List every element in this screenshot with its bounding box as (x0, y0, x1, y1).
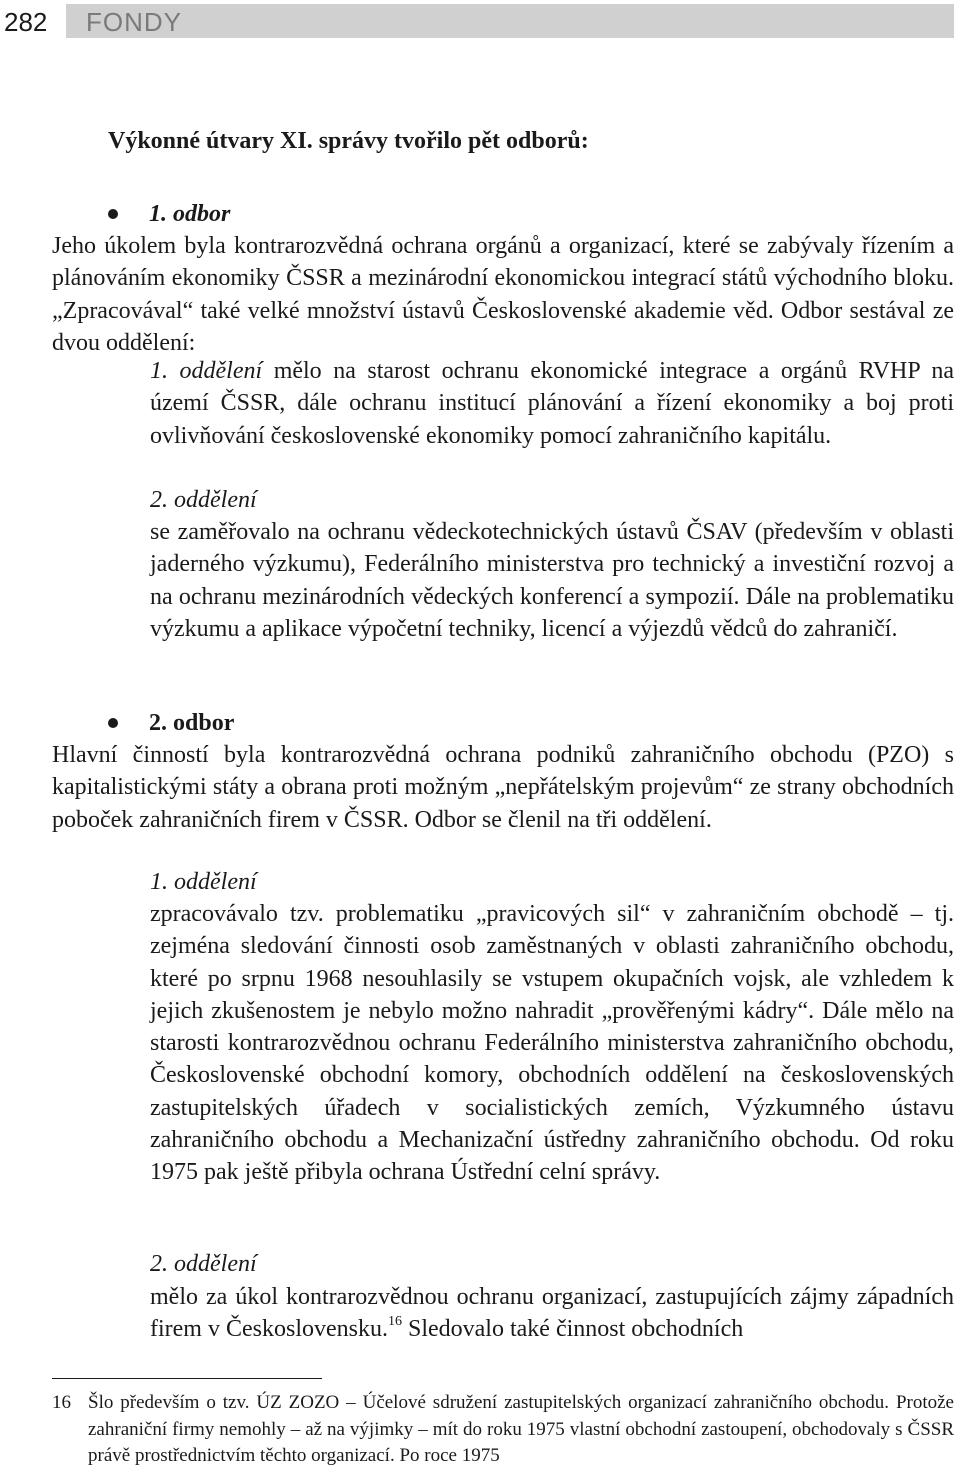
footnote-ref[interactable]: 16 (387, 1314, 402, 1330)
odbor-1-dept-1 (150, 355, 954, 452)
odbor-2-dept-2-text: mělo za úkol kontrarozvědnou ochranu organizací, zastupujících zájmy západních firem v Československu.$^{16}$ Sledovalo také činnost obchodních (150, 1284, 954, 1343)
bullet-icon (108, 718, 118, 728)
bullet-icon (108, 209, 118, 219)
footnote-text: Šlo především o tzv. ÚZ ZOZO – Účelové sdružení zastupitelských organizací zahraničního obchodu. Protože zahraniční firmy nemohly – až na výjimky – mít do roku 1975 vlastní obchodní zastoupení, obchodovaly s ČSSR právě prostřednictvím těchto organizací. Po roce 1975 (88, 1392, 954, 1466)
odbor-1-dept-2-label: 2. oddělení (150, 487, 257, 513)
section-title: FONDY (86, 7, 182, 37)
odbor-2-dept-1-text: zpracovávalo tzv. problematiku „pravicových sil“ v zahraničním obchodě – tj. zejména sledování činnosti osob zaměstnaných v oblasti zahraničního obchodu, které po srpnu 1968 nesouhlasily se vstupem okupačních vojsk, ale vzhledem k jejich zkušenostem je nebylo možno nahradit „prověřenými kádry“. Dále mělo na starosti kontrarozvědnou ochranu Federálního ministerstva zahraničního obchodu, Československé obchodní komory, obchodních oddělení na československých zastupitelských úřadech v socialistických zemích, Výzkumného ústavu zahraničního obchodu a Mechanizační ústředny zahraničního obchodu. Od roku 1975 pak ještě přibyla ochrana Ústřední celní správy. (150, 901, 954, 1186)
odbor-1-dept-2-text: se zaměřovalo na ochranu vědeckotechnických ústavů ČSAV (především v oblasti jaderného výzkumu), Federálního ministerstva pro technický a investiční rozvoj a na ochranu mezinárodních vědeckých konferencí a sympozií. Dále na problematiku výzkumu a aplikace výpočetní techniky, licencí a výjezdů vědců do zahraničí. (150, 519, 954, 642)
odbor-1-intro: Jeho úkolem byla kontrarozvědná ochrana orgánů a organizací, které se zabývaly řízením a plánováním ekonomiky ČSSR a mezinárodní ekonomickou integrací států východního bloku. „Zpracovával“ také velké množství ústavů Československé akademie věd. Odbor sestával ze dvou oddělení: (52, 233, 954, 356)
odbor-1-title: 1. odbor (149, 201, 231, 227)
header-bar (64, 4, 954, 38)
odbor-2-title: 2. odbor (149, 710, 235, 736)
odbor-2-dept-2-label: 2. oddělení (150, 1251, 257, 1277)
odbor-2-intro: Hlavní činností byla kontrarozvědná ochrana podniků zahraničního obchodu (PZO) s kapitalistickými státy a obrana proti možným „nepřátelským projevům“ ze strany obchodních poboček zahraničních firem v ČSSR. Odbor se členil na tři oddělení. (52, 742, 954, 833)
section-heading: Výkonné útvary XI. správy tvořilo pět odborů: (108, 128, 589, 154)
footnote-divider (52, 1378, 322, 1379)
page-header (0, 0, 960, 44)
dept-label: 1. oddělení (150, 358, 263, 384)
page-number: 282 (0, 0, 66, 44)
dept-text: mělo na starost ochranu ekonomické integrace a orgánů RVHP na území ČSSR, dále ochranu institucí plánování a řízení ekonomiky a boj proti ovlivňování československé ekonomiky pomocí zahraničního kapitálu. (150, 358, 954, 449)
footnote-number: 16 (52, 1392, 71, 1413)
odbor-2-dept-1-label: 1. oddělení (150, 869, 257, 895)
